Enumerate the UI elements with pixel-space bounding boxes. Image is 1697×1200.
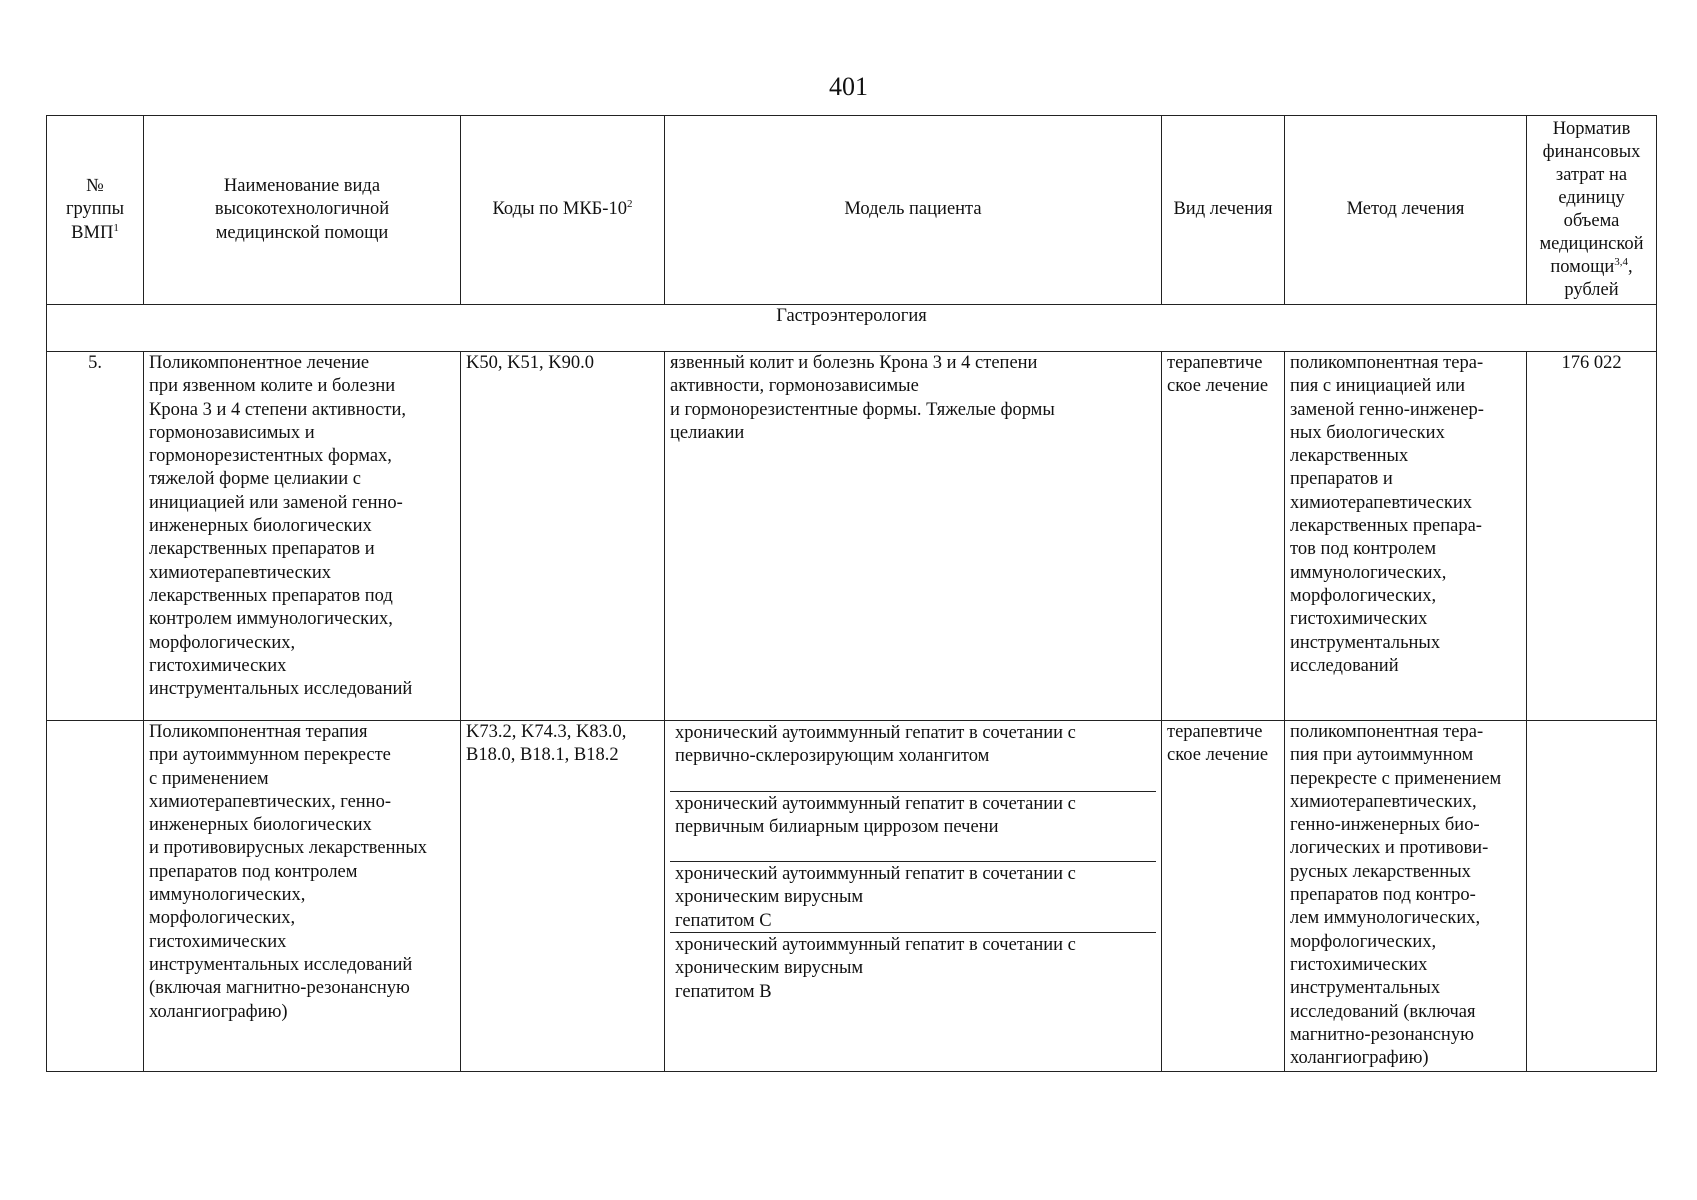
header-model: Модель пациента [665, 116, 1162, 305]
header-method: Метод лечения [1285, 116, 1527, 305]
header-norm: Норматив финансовых затрат на единицу объема медицинской помощи$^{3,4}$, рублей [1527, 116, 1657, 305]
cell-norm: 176 022 [1527, 352, 1657, 721]
cell-name: Поликомпонентное лечение при язвенном колите и болезни Крона 3 и 4 степени активности, гормонозависимых и гормонорезистентных формах, тяжелой форме целиакии с инициацией или заменой генно- инженерных биологических лекарственных препаратов и химиотерапевтических лекарственных препаратов под контролем иммунологических, морфологических, гистохимических инструментальных исследований [144, 352, 461, 721]
cell-name: Поликомпонентная терапия при аутоиммунном перекресте с применением химиотерапевтических, генно- инженерных биологических и противовирусных лекарственных препаратов под контролем иммунологических, морфологических, гистохимических инструментальных исследований (включая магнитно-резонансную холангиографию) [144, 721, 461, 1072]
cell-group [47, 721, 144, 1072]
model-item: хронический аутоиммунный гепатит в сочетании с хроническим вирусным гепатитом C [670, 862, 1156, 933]
table-row [47, 721, 1657, 1072]
cell-codes: K73.2, K74.3, K83.0, B18.0, B18.1, B18.2 [461, 721, 665, 1072]
cell-model: язвенный колит и болезнь Крона 3 и 4 степени активности, гормонозависимые и гормонорезистентные формы. Тяжелые формы целиакии [665, 352, 1162, 721]
cell-treatment-type: терапевтиче ское лечение [1162, 352, 1285, 721]
header-treatment-type: Вид лечения [1162, 116, 1285, 305]
cell-group: 5. [47, 352, 144, 721]
model-item: хронический аутоиммунный гепатит в сочетании с первичным билиарным циррозом печени [670, 792, 1156, 862]
table-row [47, 352, 1657, 721]
cell-method: поликомпонентная тера- пия при аутоиммунном перекресте с применением химиотерапевтических, генно-инженерных био- логических и противови- русных лекарственных препаратов под контро- лем иммунологических, морфологических, гистохимических инструментальных исследований (включая магнитно-резонансную холангиографию) [1285, 721, 1527, 1072]
vmp-table [46, 115, 1657, 1072]
header-row [47, 116, 1657, 305]
model-item: хронический аутоиммунный гепатит в сочетании с первично-склерозирующим холангитом [670, 721, 1156, 792]
header-name: Наименование вида высокотехнологичной медицинской помощи [144, 116, 461, 305]
header-codes: Коды по МКБ-$10^2$ [461, 116, 665, 305]
section-row [47, 305, 1657, 352]
model-item: хронический аутоиммунный гепатит в сочетании с хроническим вирусным гепатитом B [675, 935, 1076, 1002]
cell-method: поликомпонентная тера- пия с инициацией или заменой генно-инженер- ных биологических лекарственных препаратов и химиотерапевтических лекарственных препара- тов под контролем иммунологических, морфологических, гистохимических инструментальных исследований [1285, 352, 1527, 721]
cell-codes: K50, K51, K90.0 [461, 352, 665, 721]
cell-models [665, 721, 1162, 1072]
cell-treatment-type: терапевтиче ское лечение [1162, 721, 1285, 1072]
cell-norm [1527, 721, 1657, 1072]
section-title: Гастроэнтерология [47, 305, 1657, 352]
page-number: 401 [829, 72, 868, 101]
header-group: № группы ВМП$^1$ [47, 116, 144, 305]
